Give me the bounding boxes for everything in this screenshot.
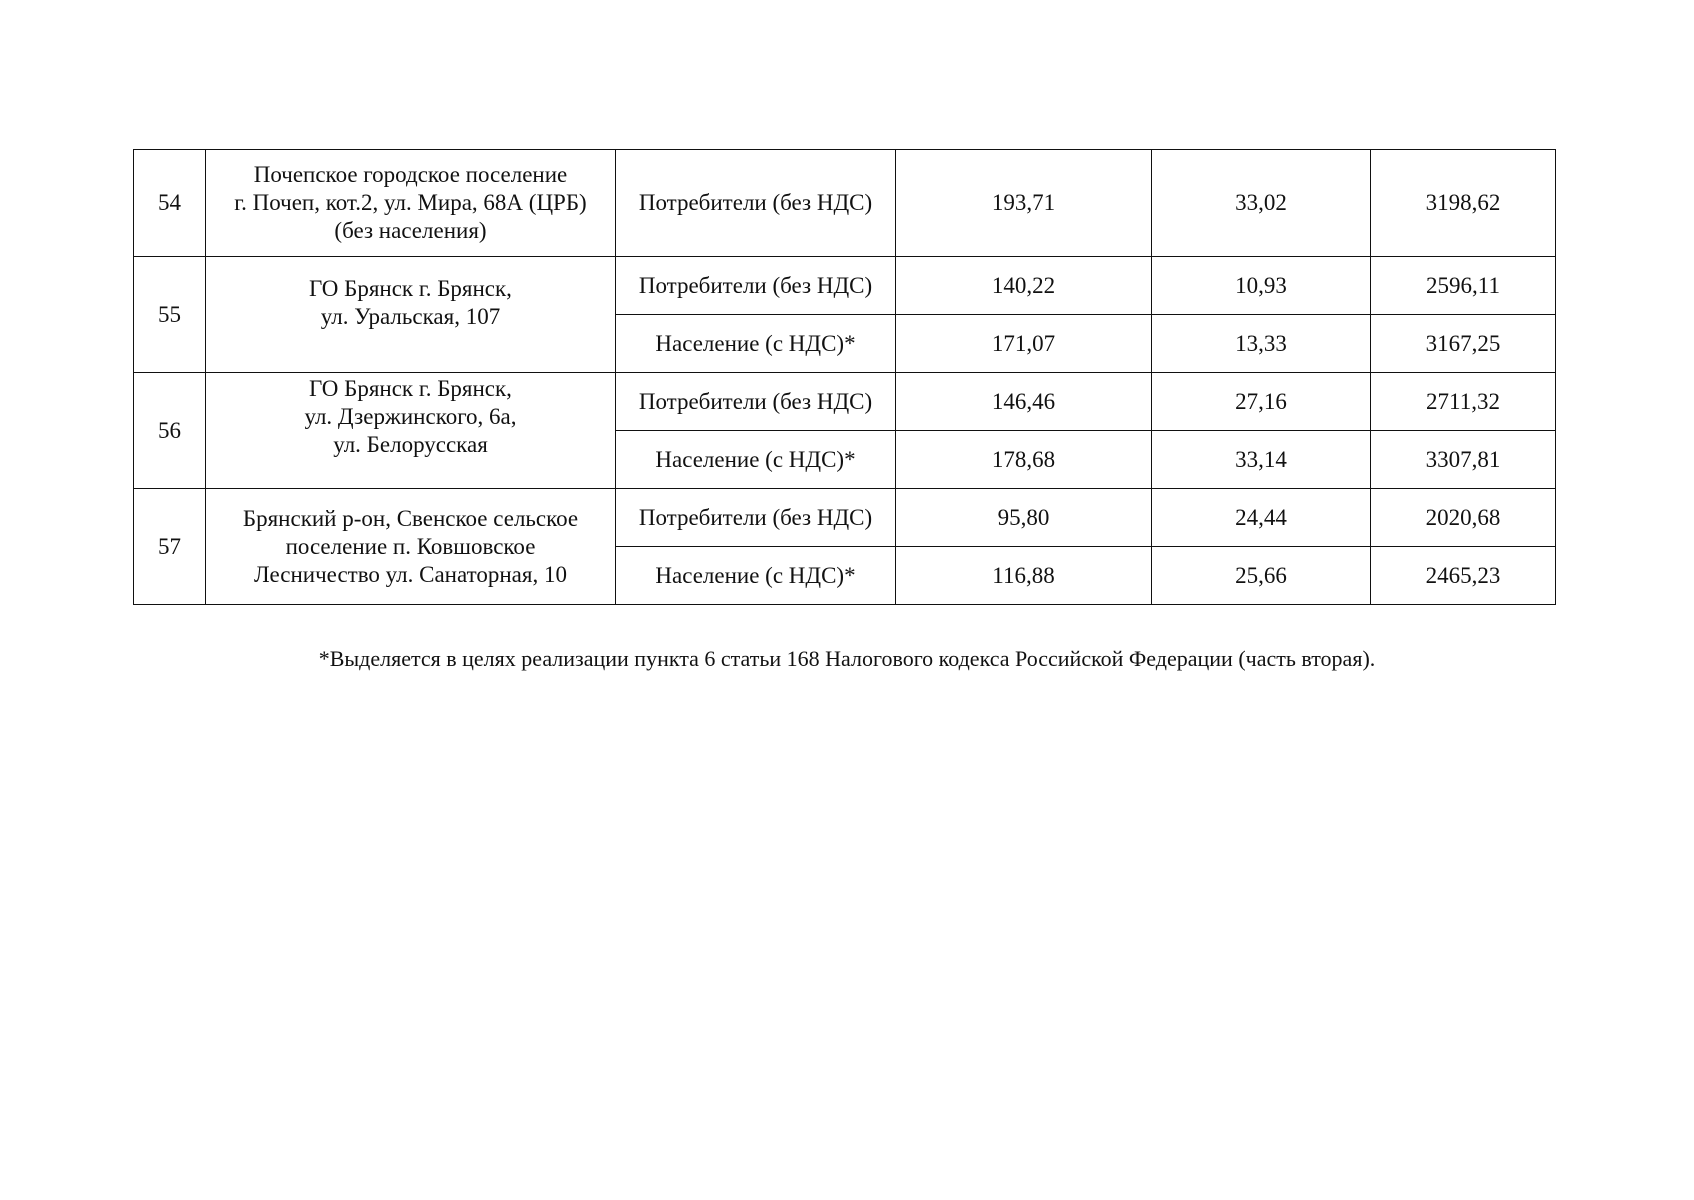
value-cell: 116,88	[896, 547, 1152, 605]
address-line: г. Почеп, кот.2, ул. Мира, 68А (ЦРБ)	[234, 190, 587, 215]
address-line: поселение п. Ковшовское	[285, 533, 536, 559]
value-cell: 33,14	[1152, 431, 1371, 489]
value-cell: 193,71	[896, 150, 1152, 257]
row-number: 54	[134, 150, 206, 257]
address-line: Лесничество ул. Санаторная, 10	[254, 561, 567, 587]
address-line: ул. Дзержинского, 6а,	[304, 404, 517, 429]
address-line: ул. Уральская, 107	[320, 304, 501, 329]
category-cell: Население (с НДС)*	[616, 315, 896, 373]
category-cell: Население (с НДС)*	[616, 547, 896, 605]
category-cell: Потребители (без НДС)	[616, 489, 896, 547]
table-row	[134, 373, 1556, 431]
category-cell: Потребители (без НДС)	[616, 373, 896, 431]
value-cell: 33,02	[1152, 150, 1371, 257]
category-cell: Население (с НДС)*	[616, 431, 896, 489]
value-cell: 27,16	[1152, 373, 1371, 431]
table-row	[134, 489, 1556, 547]
category-cell: Потребители (без НДС)	[616, 257, 896, 315]
address-cell	[206, 257, 616, 373]
value-cell: 3198,62	[1371, 150, 1556, 257]
footnote: *Выделяется в целях реализации пункта 6 статьи 168 Налогового кодекса Российской Федерации (часть вторая).	[318, 646, 1376, 671]
value-cell: 10,93	[1152, 257, 1371, 315]
address-line: Почепское городское поселение	[253, 162, 568, 187]
value-cell: 146,46	[896, 373, 1152, 431]
row-number: 57	[134, 489, 206, 605]
value-cell: 2465,23	[1371, 547, 1556, 605]
value-cell: 3307,81	[1371, 431, 1556, 489]
value-cell: 2711,32	[1371, 373, 1556, 431]
address-cell	[206, 489, 616, 605]
address-line: ГО Брянск г. Брянск,	[309, 276, 512, 301]
category-cell: Потребители (без НДС)	[616, 150, 896, 257]
row-number: 55	[134, 257, 206, 373]
table-row	[134, 150, 1556, 257]
address-line: ул. Белорусская	[333, 432, 488, 457]
value-cell: 2020,68	[1371, 489, 1556, 547]
value-cell: 95,80	[896, 489, 1152, 547]
address-cell	[206, 150, 616, 257]
row-number: 56	[134, 373, 206, 489]
value-cell: 25,66	[1152, 547, 1371, 605]
value-cell: 3167,25	[1371, 315, 1556, 373]
table-row	[134, 257, 1556, 315]
value-cell: 2596,11	[1371, 257, 1556, 315]
address-line: Брянский р-он, Свенское сельское	[242, 505, 579, 531]
address-cell	[206, 373, 616, 489]
tariff-table	[133, 149, 1556, 605]
value-cell: 171,07	[896, 315, 1152, 373]
value-cell: 24,44	[1152, 489, 1371, 547]
value-cell: 140,22	[896, 257, 1152, 315]
value-cell: 13,33	[1152, 315, 1371, 373]
address-line: ГО Брянск г. Брянск,	[309, 376, 512, 401]
value-cell: 178,68	[896, 431, 1152, 489]
address-line: (без населения)	[334, 218, 487, 243]
